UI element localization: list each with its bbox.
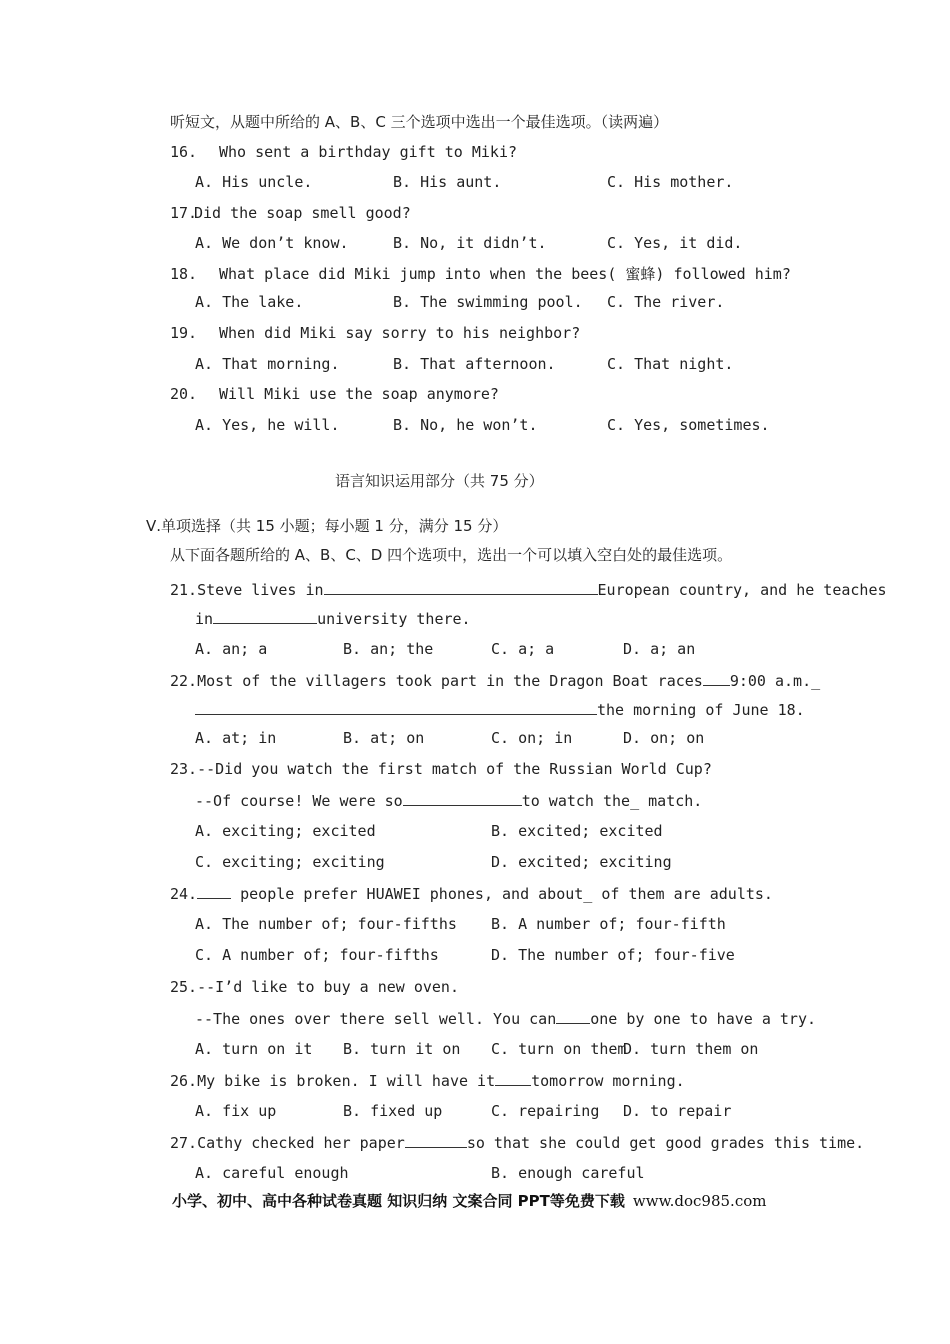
option-c: C. Yes, sometimes.	[607, 416, 770, 434]
question-text: Did the soap smell good?	[194, 204, 411, 222]
question-number: 19.	[170, 324, 198, 342]
option-b: B. No, it didn’t.	[393, 234, 547, 252]
question-22-line2	[195, 699, 805, 720]
option-a: A. The lake.	[195, 293, 304, 311]
option-b: B. His aunt.	[393, 173, 502, 191]
question-number: 20.	[170, 385, 198, 403]
option-a: A. an; a	[195, 640, 268, 658]
footer-banner	[172, 1190, 766, 1211]
question-text: 9:00 a.m._	[729, 672, 821, 690]
question-text: --Of course! We were so	[195, 792, 403, 810]
section-title: 语言知识运用部分（共 75 分）	[335, 472, 544, 490]
question-text: to watch the_ match.	[521, 792, 703, 810]
option-c: C. Yes, it did.	[607, 234, 743, 252]
option-a: A. exciting; excited	[195, 822, 376, 840]
answer-blank	[703, 670, 730, 686]
question-text: What place did Miki jump into when the bees( 蜜蜂) followed him?	[219, 265, 791, 283]
answer-blank	[403, 790, 522, 806]
question-number: 27.	[170, 1134, 198, 1152]
footer-text: 小学、初中、高中各种试卷真题 知识归纳 文案合同 PPT等免费下载	[172, 1192, 625, 1210]
question-number: 25.	[170, 978, 198, 996]
answer-blank	[405, 1132, 467, 1148]
option-b: B. an; the	[343, 640, 434, 658]
question-text: My bike is broken. I will have it	[197, 1072, 496, 1090]
question-text: Cathy checked her paper	[197, 1134, 405, 1152]
question-text: --I’d like to buy a new oven.	[197, 978, 459, 996]
question-number: 23.	[170, 760, 198, 778]
question-text: European country, and he teaches	[597, 581, 887, 599]
question-number: 26.	[170, 1072, 198, 1090]
option-a: A. His uncle.	[195, 173, 313, 191]
question-text: Most of the villagers took part in the Dragon Boat races	[197, 672, 703, 690]
option-b: B. excited; excited	[491, 822, 663, 840]
answer-blank	[195, 699, 597, 715]
option-c: C. His mother.	[607, 173, 734, 191]
answer-blank	[324, 579, 598, 595]
option-a: A. turn on it	[195, 1040, 313, 1058]
question-number: 22.	[170, 672, 198, 690]
option-b: B. No, he won’t.	[393, 416, 538, 434]
option-d: D. on; on	[623, 729, 705, 747]
question-24	[170, 883, 773, 904]
option-c: C. That night.	[607, 355, 734, 373]
option-a: A. careful enough	[195, 1164, 349, 1182]
option-d: D. excited; exciting	[491, 853, 672, 871]
option-b: B. fixed up	[343, 1102, 443, 1120]
question-text: university there.	[317, 610, 471, 628]
option-a: A. at; in	[195, 729, 277, 747]
option-c: C. exciting; exciting	[195, 853, 385, 871]
answer-blank	[197, 883, 231, 899]
option-c: C. a; a	[491, 640, 555, 658]
footer-url[interactable]: www.doc985.com	[632, 1192, 767, 1210]
option-a: A. We don’t know.	[195, 234, 349, 252]
question-26	[170, 1070, 685, 1091]
question-number: 17.	[170, 204, 198, 222]
option-b: B. That afternoon.	[393, 355, 556, 373]
option-c: C. A number of; four-fifths	[195, 946, 439, 964]
option-b: B. enough careful	[491, 1164, 645, 1182]
question-number: 24.	[170, 885, 198, 903]
question-text: Who sent a birthday gift to Miki?	[219, 143, 518, 161]
option-c: C. The river.	[607, 293, 725, 311]
question-22	[170, 670, 820, 691]
question-27	[170, 1132, 864, 1153]
option-b: B. turn it on	[343, 1040, 461, 1058]
option-d: D. a; an	[623, 640, 696, 658]
option-b: B. at; on	[343, 729, 425, 747]
question-text: When did Miki say sorry to his neighbor?	[219, 324, 581, 342]
part-instruction: 从下面各题所给的 A、B、C、D 四个选项中，选出一个可以填入空白处的最佳选项。	[170, 546, 733, 564]
answer-blank	[495, 1070, 531, 1086]
option-d: D. The number of; four-five	[491, 946, 735, 964]
question-number: 21.	[170, 581, 198, 599]
question-number: 18.	[170, 265, 198, 283]
question-text: --Did you watch the first match of the Russian World Cup?	[197, 760, 712, 778]
question-text: the morning of June 18.	[597, 701, 805, 719]
option-c: C. repairing	[491, 1102, 600, 1120]
question-text: people prefer HUAWEI phones, and about_ of them are adults.	[231, 885, 773, 903]
option-a: A. fix up	[195, 1102, 277, 1120]
question-text: one by one to have a try.	[590, 1010, 817, 1028]
question-text: in	[195, 610, 214, 628]
question-23-line2	[195, 790, 702, 811]
question-25	[170, 977, 459, 997]
listening-instruction: 听短文，从题中所给的 A、B、C 三个选项中选出一个最佳选项。（读两遍）	[170, 113, 669, 131]
answer-blank	[213, 608, 317, 624]
option-a: A. Yes, he will.	[195, 416, 340, 434]
option-b: B. A number of; four-fifth	[491, 915, 726, 933]
question-number: 16.	[170, 143, 198, 161]
option-d: D. to repair	[623, 1102, 732, 1120]
part-heading: Ⅴ.单项选择（共 15 小题；每小题 1 分，满分 15 分）	[146, 517, 508, 535]
option-c: C. turn on them	[491, 1040, 627, 1058]
option-a: A. That morning.	[195, 355, 340, 373]
question-23	[170, 759, 712, 779]
option-d: D. turn them on	[623, 1040, 759, 1058]
option-c: C. on; in	[491, 729, 573, 747]
question-21	[170, 579, 887, 600]
question-21-line2	[195, 608, 471, 629]
question-text: so that she could get good grades this time.	[466, 1134, 865, 1152]
answer-blank	[556, 1008, 590, 1024]
option-b: B. The swimming pool.	[393, 293, 583, 311]
option-a: A. The number of; four-fifths	[195, 915, 457, 933]
question-text: tomorrow morning.	[531, 1072, 685, 1090]
question-25-line2	[195, 1008, 816, 1029]
question-text: Steve lives in	[197, 581, 324, 599]
question-text: --The ones over there sell well. You can	[195, 1010, 557, 1028]
question-text: Will Miki use the soap anymore?	[219, 385, 499, 403]
